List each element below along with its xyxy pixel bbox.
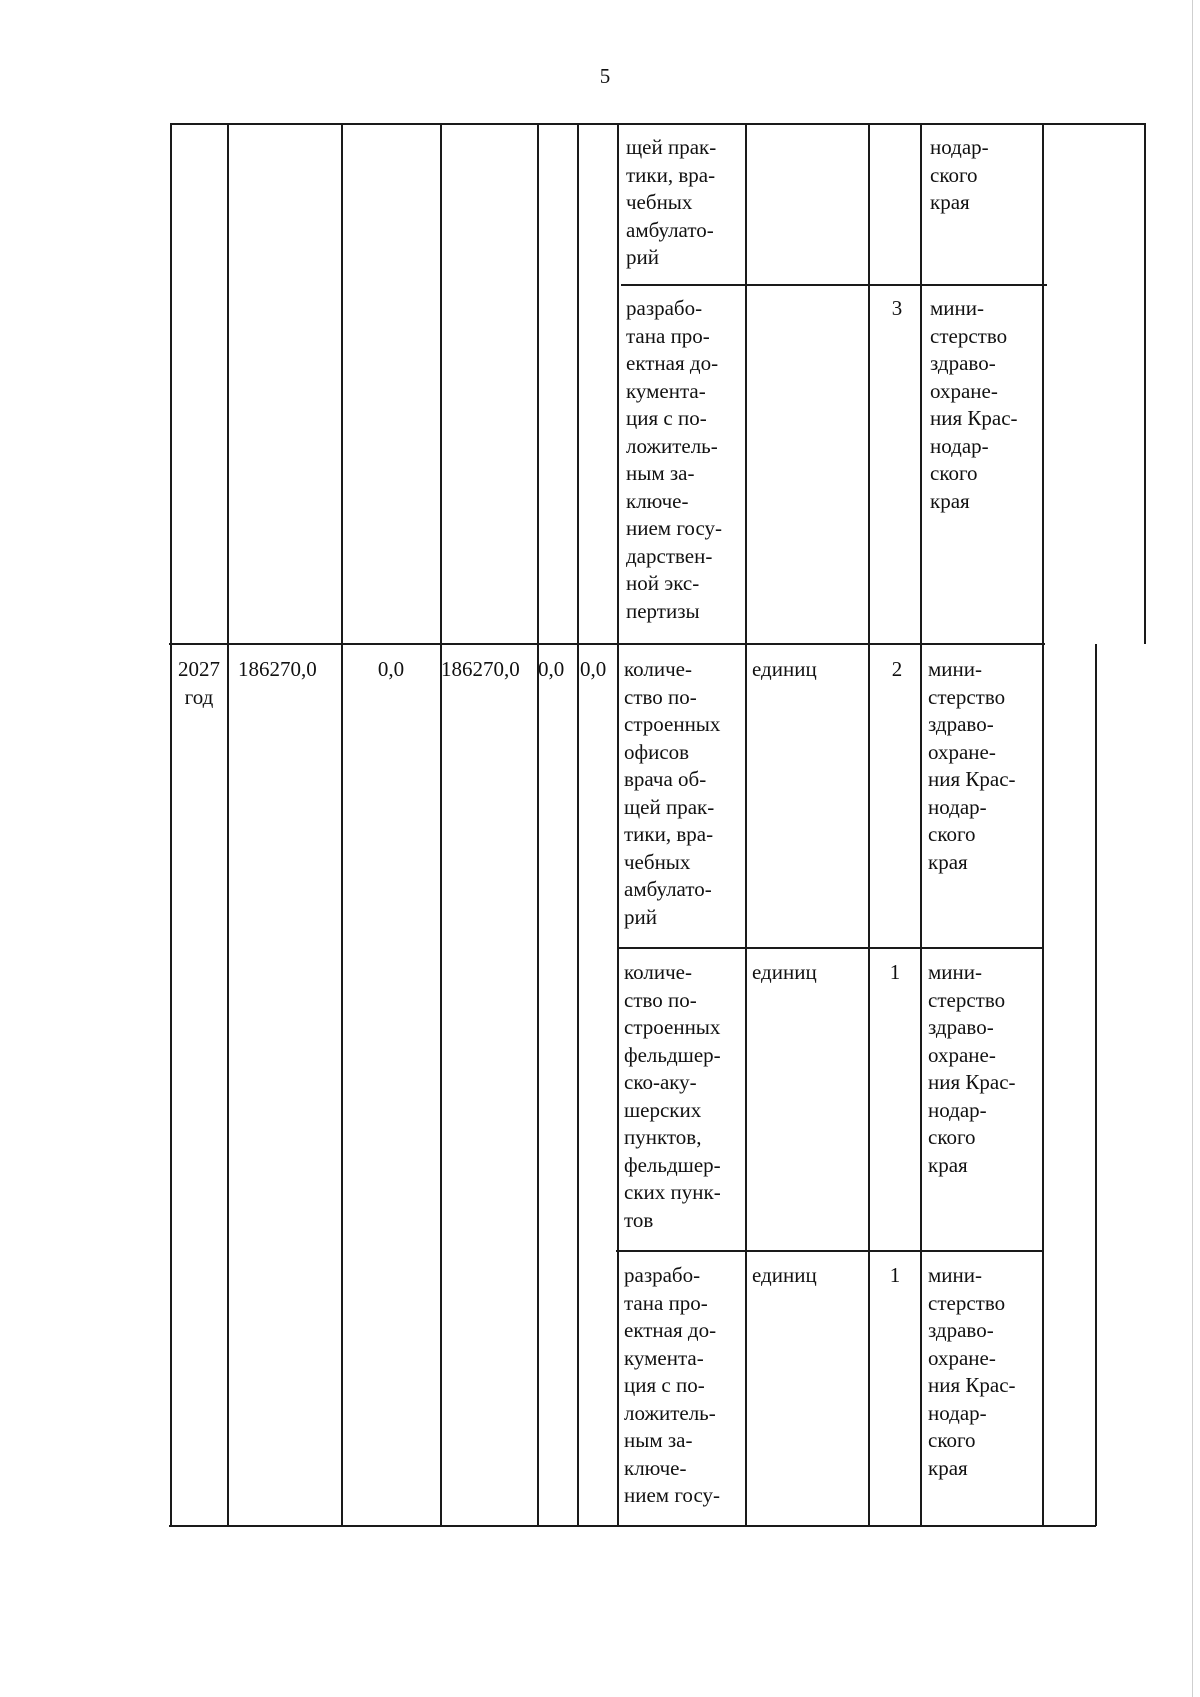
table-border-left	[170, 123, 172, 1526]
unit-cell: единиц	[752, 960, 817, 984]
col-divider	[227, 123, 229, 1526]
col-divider	[745, 123, 747, 1526]
value-cell: 1	[889, 1263, 901, 1287]
table-border-right	[1095, 644, 1097, 1526]
indicator-cell: разрабо- тана про- ектная до- кумента- ция с по- ложитель- ным за- ключе- нием госу- дарствен- ной экс- пертизы	[626, 296, 722, 623]
value-cell: 3	[891, 296, 903, 320]
indicator-cell: разрабо- тана про- ектная до- кумента- ция с по- ложитель- ным за- ключе- нием госу-	[624, 1263, 720, 1507]
scan-edge-mark	[1192, 0, 1193, 1697]
funding-cell: 186270,0	[441, 657, 520, 681]
row-divider	[169, 643, 1045, 645]
indicator-cell: щей прак- тики, вра- чебных амбулато- рий	[626, 135, 717, 269]
unit-cell: единиц	[752, 1263, 817, 1287]
row-divider	[616, 1250, 1042, 1252]
unit-cell: единиц	[752, 657, 817, 681]
row-divider	[621, 284, 1047, 286]
responsible-cell: нодар- ского края	[930, 135, 989, 214]
responsible-cell: мини- стерство здраво- охране- ния Крас- нодар- ского края	[930, 296, 1018, 513]
col-divider	[920, 123, 922, 1526]
col-divider	[537, 123, 539, 1526]
responsible-cell: мини- стерство здраво- охране- ния Крас- нодар- ского края	[928, 1263, 1016, 1480]
funding-cell: 0,0	[377, 657, 405, 681]
year-cell: 2027 год	[178, 657, 220, 709]
col-divider	[617, 123, 619, 1526]
table-border-top	[171, 123, 1144, 125]
page-number: 5	[599, 64, 611, 88]
col-divider	[868, 123, 870, 1526]
responsible-cell: мини- стерство здраво- охране- ния Крас- нодар- ского края	[928, 657, 1016, 874]
indicator-cell: количе- ство по- строенных фельдшер- ско-аку- шерских пунктов, фельдшер- ских пунк- тов	[624, 960, 721, 1232]
col-divider	[1042, 123, 1044, 1526]
table-border-right	[1144, 123, 1146, 644]
col-divider	[577, 123, 579, 1526]
table-border-bottom	[169, 1525, 1096, 1527]
value-cell: 1	[889, 960, 901, 984]
value-cell: 2	[891, 657, 903, 681]
funding-cell: 0,0	[538, 657, 565, 681]
col-divider	[440, 123, 442, 1526]
responsible-cell: мини- стерство здраво- охране- ния Крас- нодар- ского края	[928, 960, 1016, 1177]
col-divider	[341, 123, 343, 1526]
row-divider	[617, 947, 1042, 949]
funding-cell: 0,0	[580, 657, 607, 681]
indicator-cell: количе- ство по- строенных офисов врача об- щей прак- тики, вра- чебных амбулато- рий	[624, 657, 721, 929]
total-cell: 186270,0	[238, 657, 317, 681]
